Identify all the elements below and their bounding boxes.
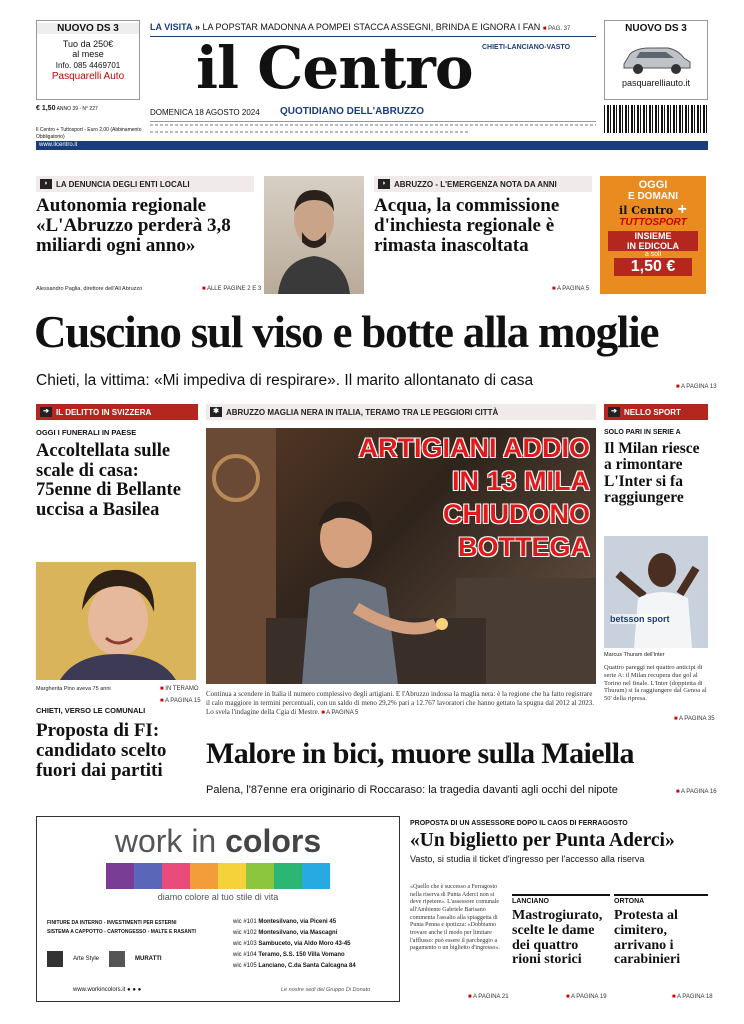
- store-code: wic #104: [233, 952, 257, 958]
- info-line-2: [150, 131, 470, 133]
- store-addr: Teramo, S.S. 150 Villa Vomano: [258, 952, 345, 958]
- col-left-ref: ■ IN TERAMO: [160, 686, 199, 692]
- website: www.ilcentro.it: [39, 142, 78, 148]
- star-icon: ✱: [210, 407, 222, 417]
- store-addr: Montesilvano, via Piceni 45: [258, 919, 337, 925]
- ad-logo-1: work in: [114, 823, 226, 859]
- col-left-ref2: ■ A PAGINA 15: [160, 698, 201, 704]
- thuram-photo: [604, 536, 708, 648]
- col-left[interactable]: [36, 404, 198, 520]
- row1-mid[interactable]: [374, 176, 592, 294]
- arrow-icon: ➔: [40, 407, 52, 417]
- store-code: wic #101: [233, 919, 257, 925]
- store-row[interactable]: [233, 950, 356, 961]
- barcode: [604, 105, 708, 133]
- price-box: [36, 104, 146, 140]
- ad-logo-2: colors: [225, 823, 322, 859]
- store-row[interactable]: [233, 928, 356, 939]
- edition: ANNO 39 - N° 227: [56, 106, 98, 112]
- ad-right-title: NUOVO DS 3: [625, 23, 687, 34]
- promo-l4: IN EDICOLA: [608, 241, 698, 251]
- car-icon: [616, 40, 696, 76]
- ad-left-title: NUOVO DS 3: [37, 23, 139, 34]
- swatch: [246, 863, 274, 889]
- col-right-caption: Marcus Thuram dell'Inter: [604, 652, 665, 658]
- ad-stores: [233, 917, 356, 972]
- row1-mid-kicker-text: ABRUZZO - L'EMERGENZA NOTA DA ANNI: [394, 179, 557, 189]
- store-row[interactable]: [233, 939, 356, 950]
- brand-artestyle: Arte Style: [73, 956, 100, 962]
- brand-badge-icon: [47, 951, 63, 967]
- center-headline2[interactable]: Malore in bici, muore sulla Maiella: [206, 737, 634, 770]
- jersey-text: betsson sport: [610, 614, 670, 624]
- info-rule: [150, 121, 596, 122]
- promo-brand2: TUTTOSPORT: [619, 217, 687, 228]
- ad-services: [47, 919, 217, 937]
- promo-brand1: il Centro: [619, 204, 674, 217]
- ad-left[interactable]: [36, 20, 140, 100]
- center-sub2: Palena, l'87enne era originario di Roccaraso: la tragedia davanti agli occhi del nipote: [206, 784, 618, 796]
- artisan-photo[interactable]: [206, 428, 596, 684]
- date: DOMENICA 18 AGOSTO 2024: [150, 108, 260, 117]
- teaser-ref: ■ PAG. 37: [543, 26, 571, 32]
- victim-photo: [36, 562, 196, 680]
- portrait-photo: [264, 176, 364, 294]
- ad-right-site: pasquarelliauto.it: [621, 78, 691, 88]
- lanciano-kicker: LANCIANO: [512, 894, 610, 905]
- teaser[interactable]: [150, 22, 596, 32]
- teaser-text: LA POPSTAR MADONNA A POMPEI STACCA ASSEGNI, BRINDA E IGNORA I FAN: [202, 22, 541, 32]
- story-punta-aderci[interactable]: [410, 820, 708, 864]
- lanciano-ref: ■ A PAGINA 19: [566, 994, 607, 1000]
- col-left-caption: Margherita Pino aveva 75 anni: [36, 686, 111, 692]
- swatch: [106, 863, 134, 889]
- chevron-right-icon: »: [195, 22, 201, 32]
- store-row[interactable]: [233, 961, 356, 972]
- audio-icon: ◗: [40, 179, 52, 189]
- ortona-ref: ■ A PAGINA 18: [672, 994, 713, 1000]
- photo-title-1: ARTIGIANI ADDIO: [358, 433, 590, 463]
- store-row[interactable]: [233, 917, 356, 928]
- col-left-headline2: Proposta di FI: candidato scelto fuori dai partiti: [36, 720, 167, 782]
- ad-site-text: www.workincolors.it: [73, 987, 126, 993]
- row1-left-kicker-text: LA DENUNCIA DEGLI ENTI LOCALI: [56, 179, 190, 189]
- story-sub: Vasto, si studia il ticket d'ingresso per l'accesso alla riserva: [410, 853, 645, 864]
- swatch: [218, 863, 246, 889]
- swatch: [274, 863, 302, 889]
- col-right-over: SOLO PARI IN SERIE A: [604, 429, 681, 436]
- ad-site[interactable]: [73, 987, 141, 993]
- ad-tagline: diamo colore al tuo stile di vita: [157, 892, 279, 902]
- story-ortona[interactable]: [614, 894, 708, 968]
- col-left-over2: CHIETI, VERSO LE COMUNALI: [36, 706, 146, 715]
- col-right-kicker: [604, 404, 708, 420]
- social-icons: ● ● ●: [127, 987, 142, 993]
- main-headline[interactable]: Cuscino sul viso e botte alla moglie: [34, 307, 659, 357]
- price: € 1,50: [36, 105, 56, 112]
- photo-title-4: BOTTEGA: [458, 532, 590, 562]
- center-ref: ■ A PAGINA 5: [321, 710, 358, 716]
- masthead[interactable]: il Centro: [196, 34, 473, 102]
- lanciano-headline: Mastrogiurato, scelte le dame dei quattro rioni storici: [512, 908, 603, 968]
- row1-left-headline: Autonomia regionale «L'Abruzzo perderà 3,8 miliardi ogni anno»: [36, 195, 231, 257]
- center-kicker: [206, 404, 596, 420]
- website-bar[interactable]: [36, 141, 708, 150]
- teaser-label: LA VISITA: [150, 22, 193, 32]
- col-right-body: Quattro pareggi nei quattro anticipi di serie A: il Milan recupera due gol al Torino nel finale. L'Inter (doppietta di Thuram) si fa raggiungere dal Genoa al 50' della ripresa.: [604, 664, 707, 703]
- center-body: [206, 690, 596, 718]
- cities: CHIETI-LANCIANO-VASTO: [482, 44, 571, 51]
- store-addr: Montesilvano, via Mascagni: [258, 930, 338, 936]
- ortona-kicker: ORTONA: [614, 894, 708, 905]
- promo-plus: +: [677, 201, 687, 218]
- brand-muratti: MURATTI: [135, 956, 162, 962]
- ad-group: Le nostre sedi del Gruppo Di Donato: [281, 987, 371, 993]
- col-right[interactable]: [604, 404, 708, 507]
- center-body-text: Continua a scendere in Italia il numero complessivo degli artigiani. E l'Abruzzo indossa la maglia nera: è la regione che ha fatto registrare il calo maggiore in termini percentuali, con un saldo di meno 29,2% pari a 12.767 lavoratori che hanno gettato la spugna dal 2012 al 2023. Lo svela l'indagine della Cgia di Mestre.: [206, 690, 595, 717]
- ad-workincolors[interactable]: [36, 816, 400, 1002]
- promo-brands: [600, 201, 706, 218]
- ad-left-line1: Tuo da 250€: [62, 39, 114, 49]
- ad-logo: [37, 821, 399, 861]
- ad-brand-logos: [47, 951, 162, 967]
- subtitle: QUOTIDIANO DELL'ABRUZZO: [280, 106, 425, 117]
- info-line-1: [150, 124, 596, 126]
- main-ref: ■ A PAGINA 13: [676, 384, 717, 390]
- arrow-icon: ➔: [608, 407, 620, 417]
- ad-service-1: FINITURE DA INTERNO - INVESTIMENTI PER ESTERNI: [47, 920, 177, 926]
- ortona-headline: Protesta al cimitero, arrivano i carabinieri: [614, 908, 681, 968]
- row1-left-ref: ■ ALLE PAGINE 2 E 3: [202, 286, 261, 292]
- swatch: [190, 863, 218, 889]
- col-left-over: OGGI I FUNERALI IN PAESE: [36, 428, 137, 437]
- story-over: PROPOSTA DI UN ASSESSORE DOPO IL CAOS DI FERRAGOSTO: [410, 820, 628, 827]
- audio-icon: ◗: [378, 179, 390, 189]
- bundle: Il Centro + Tuttosport - Euro 2,00 (Abbinamento Obbligatorio): [36, 127, 142, 140]
- ad-left-line2: al mese: [72, 49, 104, 59]
- col-left-headline: Accoltellata sulle scale di casa: 75enne di Bellante uccisa a Basilea: [36, 441, 181, 520]
- promo-l3: INSIEME: [608, 231, 698, 241]
- photo-title-3: CHIUDONO: [443, 499, 590, 529]
- promo-box[interactable]: [600, 176, 706, 294]
- row1-left-kicker: [36, 176, 254, 192]
- story-ref: ■ A PAGINA 21: [468, 994, 509, 1000]
- story-headline: «Un biglietto per Punta Aderci»: [410, 830, 675, 851]
- row1-left[interactable]: [36, 176, 254, 294]
- color-swatches: [37, 863, 399, 889]
- ad-right[interactable]: [604, 20, 708, 100]
- row1-mid-kicker: [374, 176, 592, 192]
- col-right-ref: ■ A PAGINA 35: [674, 716, 715, 722]
- row1-mid-ref: ■ A PAGINA 5: [552, 286, 589, 292]
- promo-price: 1,50 €: [614, 258, 692, 276]
- col-right-kicker-text: NELLO SPORT: [624, 407, 681, 417]
- story-lanciano[interactable]: [512, 894, 610, 968]
- store-code: wic #102: [233, 930, 257, 936]
- ad-left-brand: Pasquarelli Auto: [51, 71, 125, 82]
- brand-badge-icon: [109, 951, 125, 967]
- swatch: [162, 863, 190, 889]
- promo-l5: a soli: [644, 251, 662, 258]
- swatch: [302, 863, 330, 889]
- story-body-text: «Quello che è successo a Ferragosto nella riserva di Punta Aderci non si deve ripetere». L'assessore comunale all'Ambiente Gabriele Barisano commenta l'assalto alla spiaggetta di Punta Penna e ipotizza: «Dobbiamo trovare anche il modo per limitare l'afflusso: può essere il parcheggio a pagamento o un biglietto d'ingresso».: [410, 884, 500, 952]
- photo-title-2: IN 13 MILA: [451, 466, 590, 496]
- store-code: wic #105: [233, 963, 257, 969]
- ad-left-info: Info. 085 4469701: [55, 61, 121, 70]
- swatch: [134, 863, 162, 889]
- store-addr: Sambuceto, via Aldo Moro 43-45: [258, 941, 351, 947]
- main-sub: Chieti, la vittima: «Mi impediva di respirare». Il marito allontanato di casa: [36, 372, 534, 389]
- photo-title: [359, 432, 591, 564]
- center-kicker-text: ABRUZZO MAGLIA NERA IN ITALIA, TERAMO TRA LE PEGGIORI CITTÀ: [226, 407, 499, 417]
- store-addr: Lanciano, C.da Santa Calcagna 84: [258, 963, 356, 969]
- center-ref2: ■ A PAGINA 16: [676, 789, 717, 795]
- store-code: wic #103: [233, 941, 257, 947]
- col-left-kicker-text: IL DELITTO IN SVIZZERA: [56, 407, 152, 417]
- col-right-headline: Il Milan riesce a rimontare L'Inter si fa raggiungere: [604, 440, 700, 507]
- col-left-2[interactable]: [36, 706, 198, 781]
- promo-l2: E DOMANI: [628, 191, 678, 202]
- story-body: [410, 884, 506, 953]
- col-left-kicker: [36, 404, 198, 420]
- ad-service-2: SISTEMA A CAPPOTTO - CARTONGESSO - MALTE E RASANTI: [47, 929, 196, 935]
- promo-l1: OGGI: [638, 179, 668, 191]
- row1-left-caption: Alessandro Paglia, direttore dell'Ali Abruzzo: [36, 286, 143, 292]
- row1-mid-headline: Acqua, la commissione d'inchiesta regionale è rimasta inascoltata: [374, 195, 560, 257]
